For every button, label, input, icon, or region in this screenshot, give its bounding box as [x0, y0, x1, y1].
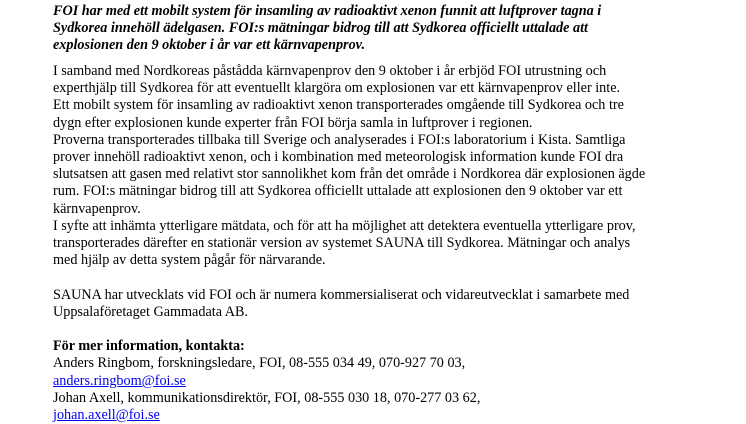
- body-line: dygn efter explosionen kunde experter från FOI börja samla in luftprover i regionen.: [53, 114, 533, 131]
- contact-person-1-email-link[interactable]: anders.ringbom@foi.se: [53, 372, 186, 389]
- contact-person-2-text: Johan Axell, kommunikationsdirektör, FOI, 08-555 030 18, 070-277 03 62,: [53, 389, 481, 406]
- body-line: Ett mobilt system för insamling av radioaktivt xenon transporterades omgående till Sydkorea och tre: [53, 97, 624, 114]
- contact-person-1: [53, 355, 663, 389]
- body-line: SAUNA har utvecklats vid FOI och är numera kommersialiserat och vidareutvecklat i samarbete med: [53, 286, 630, 303]
- body-line: Proverna transporterades tillbaka till Sverige och analyserades i FOI:s laboratorium i Kista. Samtliga: [53, 131, 626, 148]
- press-release: [53, 0, 663, 424]
- lead-line: FOI har med ett mobilt system för insamling av radioaktivt xenon funnit att luftprover tagna i: [53, 3, 602, 19]
- paragraph-gap: [53, 321, 663, 338]
- body-line: prover innehöll radioaktivt xenon, och i kombination med meteorologisk information kunde FOI dra: [53, 149, 624, 166]
- body-line: I syfte att inhämta ytterligare mätdata, och för att ha möjlighet att detektera eventuella ytterligare prov,: [53, 217, 636, 234]
- contact-person-1-text: Anders Ringbom, forskningsledare, FOI, 08-555 034 49, 070-927 70 03,: [53, 355, 466, 372]
- body-line: med hjälp av detta system pågår för närvarande.: [53, 252, 326, 269]
- lead-line: explosionen den 9 oktober i år var ett kärnvapenprov.: [53, 37, 365, 53]
- lead-line: Sydkorea innehöll ädelgasen. FOI:s mätningar bidrog till att Sydkorea officiellt uttalade att: [53, 20, 588, 36]
- body-line: Uppsalaföretaget Gammadata AB.: [53, 303, 249, 320]
- body-line: slutsatsen att gasen med relativt stor sannolikhet kom från det område i Nordkorea där explosionen ägde: [53, 166, 646, 183]
- body-line: kärnvapenprov.: [53, 200, 141, 217]
- body-line: rum. FOI:s mätningar bidrog till att Sydkorea officiellt uttalade att explosionen den 9 oktober var ett: [53, 183, 623, 200]
- contact-person-2-email-link[interactable]: johan.axell@foi.se: [53, 407, 160, 424]
- paragraph-gap: [53, 269, 663, 286]
- body-text: [53, 63, 663, 424]
- body-line: experthjälp till Sydkorea för att eventuellt klargöra om explosionen var ett kärnvapenprov eller inte.: [53, 80, 621, 97]
- lead-paragraph: [53, 3, 663, 54]
- body-line: I samband med Nordkoreas påstådda kärnvapenprov den 9 oktober i år erbjöd FOI utrustning och: [53, 63, 607, 79]
- body-line: transporterades därefter en stationär version av systemet SAUNA till Sydkorea. Mätningar och analys: [53, 235, 631, 252]
- contact-heading: För mer information, kontakta:: [53, 338, 245, 355]
